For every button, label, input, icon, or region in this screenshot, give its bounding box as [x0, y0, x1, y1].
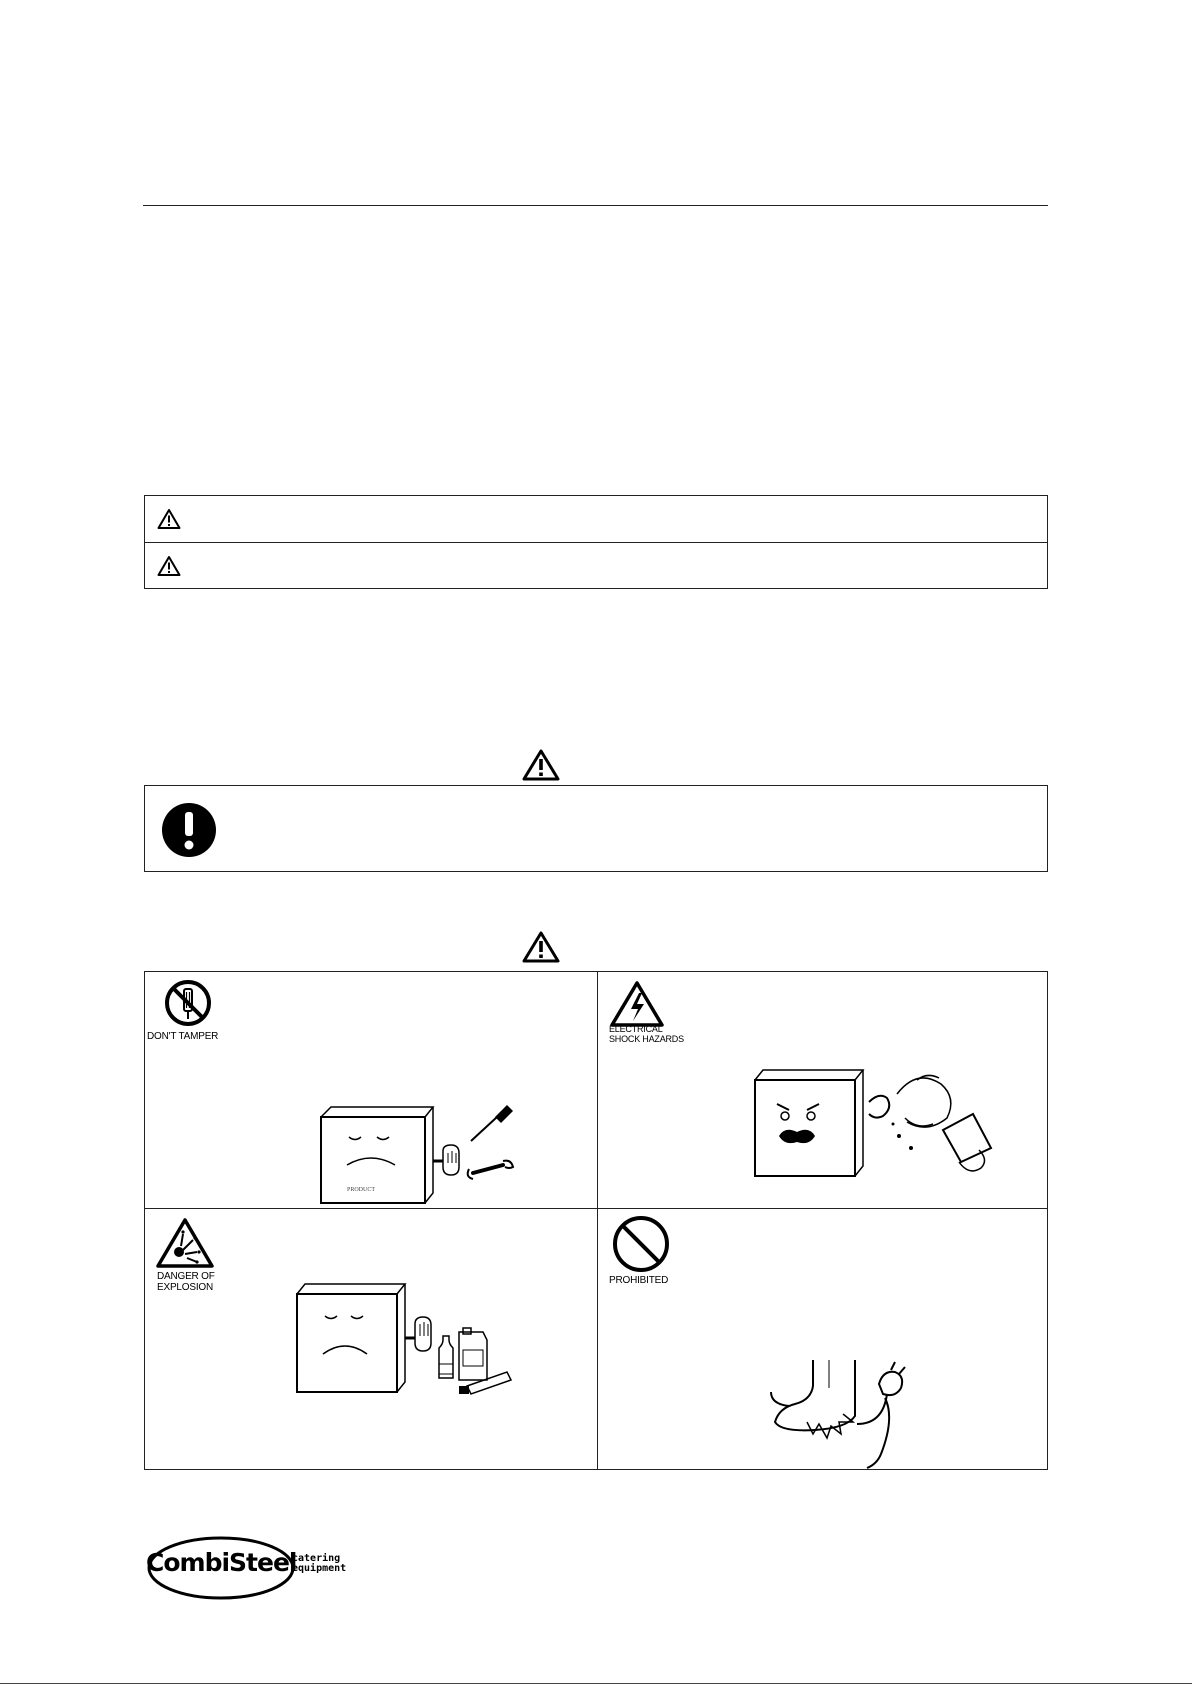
tamper-illustration: [311, 1095, 541, 1212]
sign-label: ELECTRICAL SHOCK HAZARDS: [609, 1024, 684, 1044]
explosion-illustration: [287, 1276, 527, 1401]
warning-levels-table: [144, 495, 1048, 589]
sign-cell-prohibited: [597, 1208, 1049, 1471]
safety-signs-grid: [144, 971, 1048, 1470]
electrical-shock-illustration: [749, 1040, 1019, 1195]
footer-rule: [0, 1683, 1192, 1684]
sign-label: DON'T TAMPER: [147, 1031, 219, 1042]
mandatory-notice-box: [144, 785, 1048, 872]
caution-level-row: [145, 542, 1047, 588]
prohibited-illustration: [769, 1358, 919, 1475]
sign-cell-electrical-shock: [597, 972, 1049, 1208]
sign-label: PROHIBITED: [609, 1275, 669, 1286]
logo-tagline: catering equipment: [292, 1553, 347, 1574]
warning-triangle-icon: [157, 555, 181, 582]
brand-logo: [146, 1535, 356, 1601]
sign-cell-dont-tamper: [145, 972, 597, 1208]
warning-triangle-icon: [521, 930, 561, 969]
explosion-icon: [155, 1216, 215, 1275]
warning-level-row: [145, 496, 1047, 542]
prohibited-icon: [611, 1214, 671, 1279]
header-rule: [143, 205, 1048, 206]
warning-triangle-icon: [157, 508, 181, 535]
logo-wordmark: CombiSteel: [146, 1548, 297, 1577]
no-tamper-icon: [164, 979, 212, 1032]
warning-triangle-icon: [521, 748, 561, 787]
sign-label: DANGER OF EXPLOSION: [157, 1271, 215, 1293]
sign-cell-explosion: [145, 1208, 597, 1471]
product-box-label: PRODUCT: [347, 1187, 376, 1193]
exclamation-circle-icon: [161, 802, 217, 863]
